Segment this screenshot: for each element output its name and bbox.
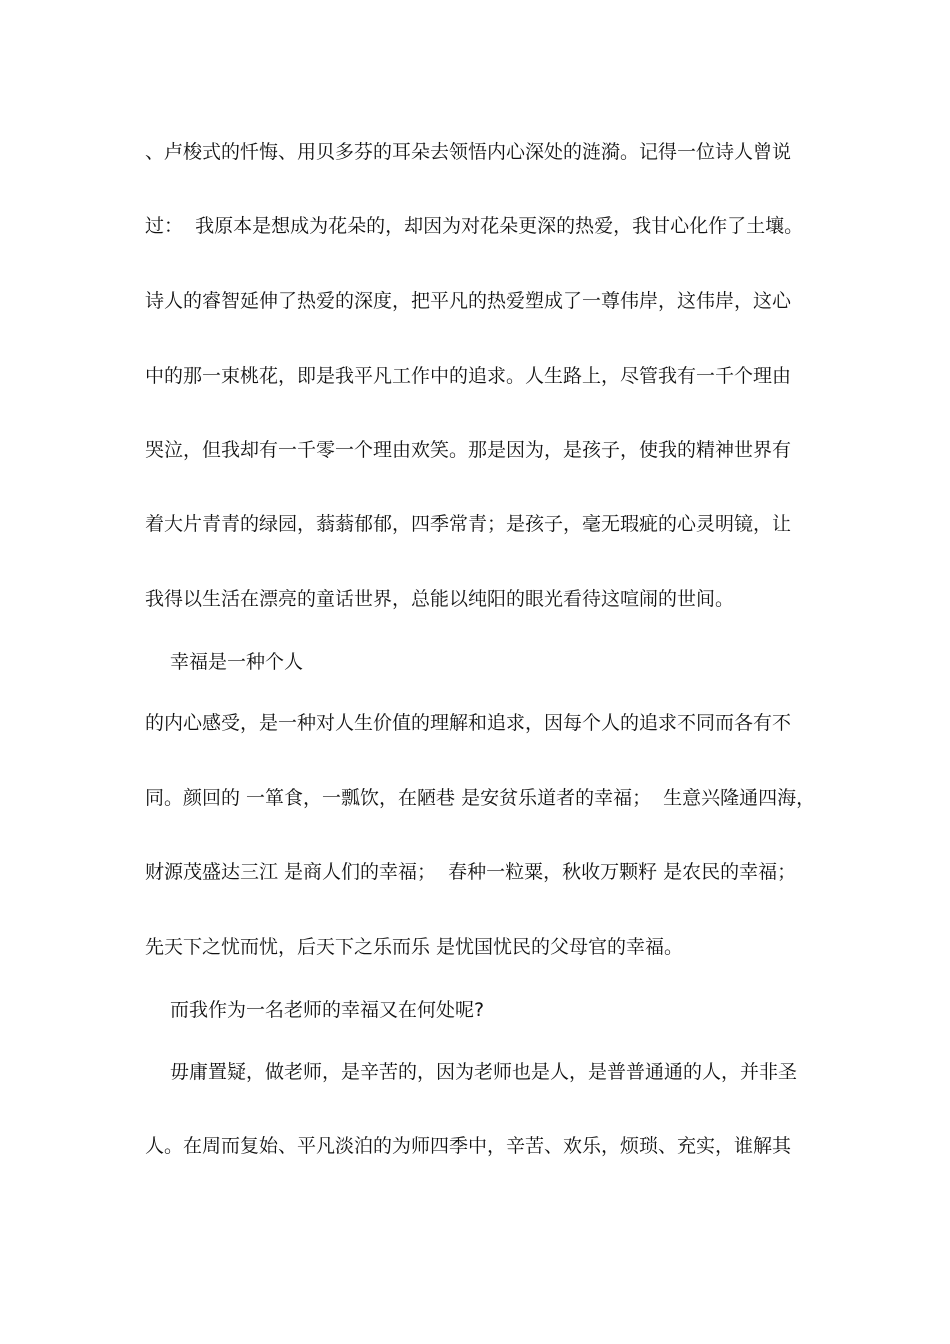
text-line: 先天下之忧而忧，后天下之乐而乐 是忧国忧民的父母官的幸福。 [145,936,684,958]
paragraph-start-line: 毋庸置疑，做老师，是辛苦的，因为老师也是人，是普普通通的人，并非圣 [170,1061,798,1083]
text-line: 的内心感受，是一种对人生价值的理解和追求，因每个人的追求不同而各有不 [145,712,792,734]
text-line: 哭泣，但我却有一千零一个理由欢笑。那是因为，是孩子，使我的精神世界有 [145,439,792,461]
text-line: 人。在周而复始、平凡淡泊的为师四季中，辛苦、欢乐，烦琐、充实，谁解其 [145,1135,792,1157]
text-line: 、卢梭式的忏悔、用贝多芬的耳朵去领悟内心深处的涟漪。记得一位诗人曾说 [145,141,792,163]
paragraph-start-line: 幸福是一种个人 [170,651,304,673]
text-line: 财源茂盛达三江 是商人们的幸福； 春种一粒粟，秋收万颗籽 是农民的幸福； [145,861,797,883]
text-line: 着大片青青的绿园，蓊蓊郁郁，四季常青；是孩子，毫无瑕疵的心灵明镜，让 [145,513,792,535]
text-line: 同。颜回的 一箪食，一瓢饮，在陋巷 是安贫乐道者的幸福； 生意兴隆通四海， [145,787,816,809]
text-line: 我得以生活在漂亮的童话世界，总能以纯阳的眼光看待这喧闹的世间。 [145,588,735,610]
paragraph-start-line: 而我作为一名老师的幸福又在何处呢? [170,999,485,1021]
text-line: 中的那一束桃花，即是我平凡工作中的追求。人生路上，尽管我有一千个理由 [145,365,792,387]
text-line: 诗人的睿智延伸了热爱的深度，把平凡的热爱塑成了一尊伟岸，这伟岸，这心 [145,290,792,312]
text-line: 过： 我原本是想成为花朵的，却因为对花朵更深的热爱，我甘心化作了土壤。 [145,215,804,237]
